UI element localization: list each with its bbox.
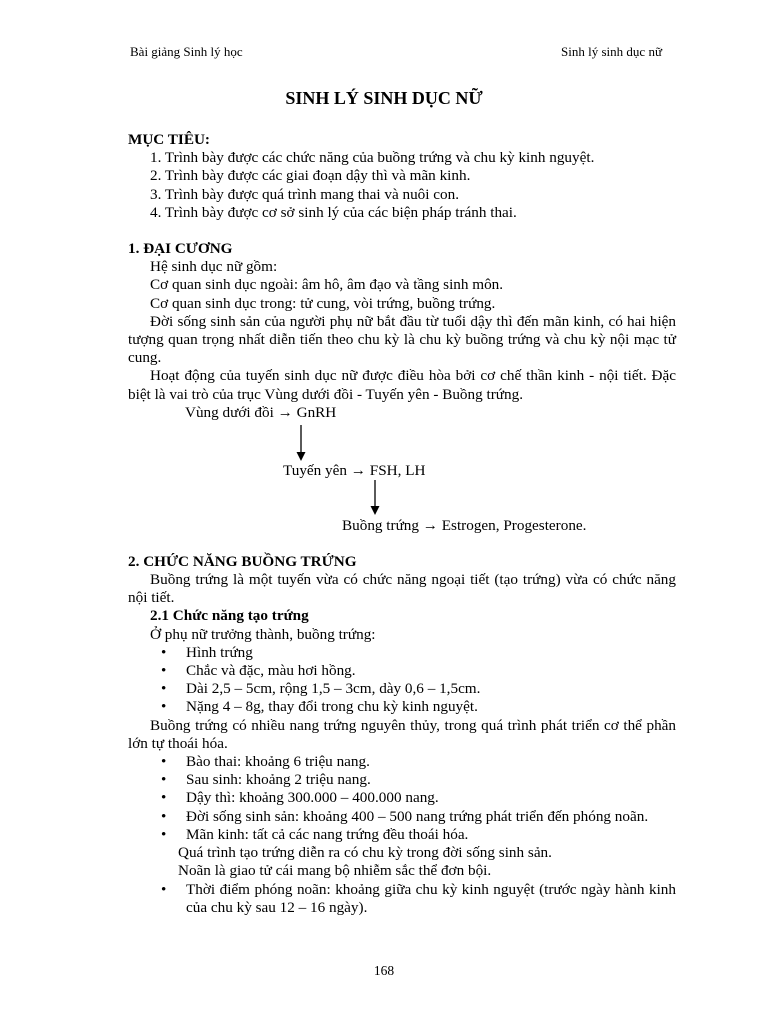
list-item: • Mãn kinh: tất cả các nang trứng đều thoái hóa.	[128, 826, 676, 844]
list-item: • Sau sinh: khoảng 2 triệu nang.	[128, 771, 676, 789]
header-left: Bài giảng Sinh lý học	[130, 44, 243, 59]
flow-node-pituitary: Tuyến yên → FSH, LH	[283, 461, 426, 479]
ovulation-list	[128, 881, 676, 917]
objective-item: 4. Trình bày được cơ sở sinh lý của các biện pháp tránh thai.	[150, 203, 517, 221]
note-line: Quá trình tạo trứng diễn ra có chu kỳ trong đời sống sinh sản.	[178, 844, 552, 862]
objective-item: 3. Trình bày được quá trình mang thai và nuôi con.	[150, 185, 460, 203]
document-body	[128, 131, 676, 917]
section1-line: Cơ quan sinh dục ngoài: âm hô, âm đạo và tầng sinh môn.	[150, 276, 504, 294]
objective-item: 2. Trình bày được các giai đoạn dậy thì và mãn kinh.	[150, 167, 471, 185]
section1-paragraph: Hoạt động của tuyến sinh dục nữ được điều hòa bởi cơ chế thần kinh - nội tiết. Đặc biệt là vai trò của trục Vùng dưới đồi - Tuyến yên - Buồng trứng.	[128, 367, 676, 403]
list-item: • Chắc và đặc, màu hơi hồng.	[128, 662, 676, 680]
list-item: • Dậy thì: khoảng 300.000 – 400.000 nang.	[128, 789, 676, 807]
spacer	[128, 222, 676, 240]
page-title: SINH LÝ SINH DỤC NỮ	[285, 88, 483, 108]
list-item: • Hình trứng	[128, 644, 676, 662]
spacer	[128, 535, 676, 553]
list-item: • Nặng 4 – 8g, thay đổi trong chu kỳ kinh nguyệt.	[128, 698, 676, 716]
section2-heading: 2. CHỨC NĂNG BUỒNG TRỨNG	[128, 552, 357, 570]
down-arrow-icon	[370, 480, 380, 515]
list-item: • Thời điểm phóng noãn: khoảng giữa chu kỳ kinh nguyệt (trước ngày hành kinh của chu kỳ sau 12 – 16 ngày).	[128, 881, 676, 917]
subsection-intro: Ở phụ nữ trưởng thành, buồng trứng:	[150, 625, 376, 643]
section1-paragraph: Đời sống sinh sản của người phụ nữ bắt đầu từ tuổi dậy thì đến mãn kinh, có hai hiện tượng quan trọng nhất diễn tiến theo chu kỳ là chu kỳ buồng trứng và chu kỳ nội mạc tử cung.	[128, 312, 676, 367]
page-number: 168	[373, 963, 395, 978]
note-line: Noãn là giao tử cái mang bộ nhiễm sắc thể đơn bội.	[178, 862, 492, 880]
section1-heading: 1. ĐẠI CƯƠNG	[128, 240, 233, 258]
down-arrow-icon	[296, 425, 306, 461]
follicle-count-list	[128, 753, 676, 844]
flow-node-ovary: Buồng trứng → Estrogen, Progesterone.	[342, 516, 587, 534]
objective-item: 1. Trình bày được các chức năng của buồng trứng và chu kỳ kinh nguyệt.	[150, 149, 595, 167]
list-item: • Dài 2,5 – 5cm, rộng 1,5 – 3cm, dày 0,6 – 1,5cm.	[128, 680, 676, 698]
flow-node-hypothalamus: Vùng dưới đồi → GnRH	[185, 403, 337, 421]
header-right: Sinh lý sinh dục nữ	[561, 44, 662, 59]
follicle-paragraph: Buồng trứng có nhiều nang trứng nguyên thủy, trong quá trình phát triển cơ thể phần lớn tự thoái hóa.	[128, 716, 676, 752]
ovary-features-list	[128, 644, 676, 717]
list-item: • Bào thai: khoảng 6 triệu nang.	[128, 753, 676, 771]
section2-intro: Buồng trứng là một tuyến vừa có chức năng ngoại tiết (tạo trứng) vừa có chức năng nội tiết.	[128, 571, 676, 607]
hormone-axis-diagram	[128, 404, 676, 535]
section1-line: Hệ sinh dục nữ gồm:	[150, 258, 278, 276]
objectives-heading: MỤC TIÊU:	[128, 131, 210, 148]
section1-line: Cơ quan sinh dục trong: tử cung, vòi trứng, buồng trứng.	[150, 294, 496, 312]
subsection-heading: 2.1 Chức năng tạo trứng	[150, 607, 309, 625]
list-item: • Đời sống sinh sản: khoảng 400 – 500 nang trứng phát triển đến phóng noãn.	[128, 808, 676, 826]
